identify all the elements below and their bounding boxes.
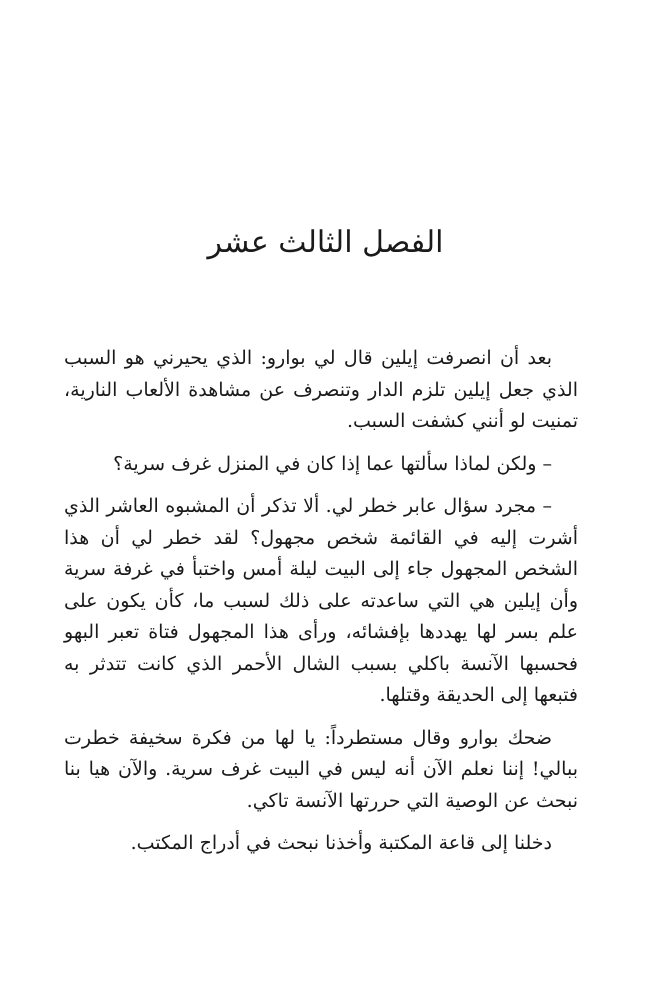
chapter-title: الفصل الثالث عشر — [207, 225, 444, 260]
paragraph: ضحك بوارو وقال مستطرداً: يا لها من فكرة سخيفة خطرت ببالي! إننا نعلم الآن أنه ليس في البيت غرف سرية. والآن هيا بنا نبحث عن الوصية التي حررتها الآنسة تاكي. — [64, 726, 578, 812]
paragraph: – مجرد سؤال عابر خطر لي. ألا تذكر أن المشبوه العاشر الذي أشرت إليه في القائمة شخص مجهول؟ لقد خطر لي أن هذا الشخص المجهول جاء إلى البيت ليلة أمس واختبأ في غرفة سرية وأن إيلين هي التي ساعدته على ذلك لسبب ما، كأن يكون على علم بسر لها يهددها بإفشائه، ورأى هذا المجهول فتاة تعبر البهو فحسبها الآنسة باكلي بسبب الشال الأحمر الذي كانت تتدثر به فتبعها إلى الحديقة وقتلها. — [64, 495, 578, 706]
paragraph: بعد أن انصرفت إيلين قال لي بوارو: الذي يحيرني هو السبب الذي جعل إيلين تلزم الدار وتنصرف عن مشاهدة الألعاب النارية، تمنيت لو أنني كشفت السبب. — [64, 347, 578, 432]
paragraph: – ولكن لماذا سألتها عما إذا كان في المنزل غرف سرية؟ — [113, 452, 552, 475]
chapter-body — [64, 343, 578, 871]
paragraph: دخلنا إلى قاعة المكتبة وأخذنا نبحث في أدراج المكتب. — [130, 832, 552, 854]
